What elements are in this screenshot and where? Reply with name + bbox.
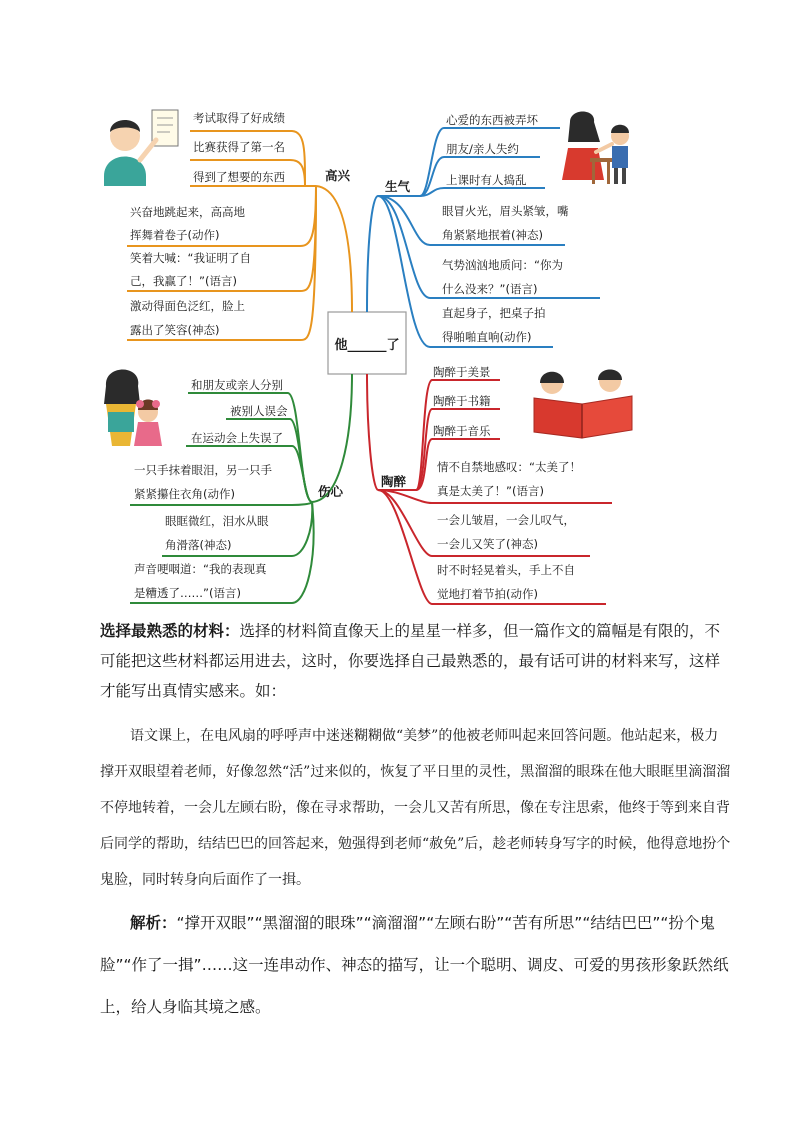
analysis-paragraph [100, 902, 732, 1028]
angry-reason-3: 上课时有人捣乱 [446, 173, 527, 187]
section-choose-material [100, 616, 732, 706]
angry-mother-illustration [562, 112, 629, 185]
label-happy: 高兴 [325, 168, 351, 183]
enchanted-detail-2a: 一会儿皱眉，一会儿叹气， [437, 513, 575, 527]
happy-detail-1b: 挥舞着卷子(动作) [130, 228, 220, 242]
happy-reason-3: 得到了想要的东西 [193, 170, 285, 184]
happy-detail-2b: 己，我赢了！”(语言) [130, 274, 237, 288]
section-heading: 选择最熟悉的材料： [100, 622, 240, 640]
sad-detail-2b: 角滑落(神态) [165, 538, 232, 552]
label-sad: 伤心 [318, 484, 344, 499]
angry-detail-3b: 得啪啪直响(动作) [442, 330, 532, 344]
happy-reason-1: 考试取得了好成绩 [193, 111, 285, 125]
angry-detail-2b: 什么没来？”(语言) [442, 282, 538, 296]
happy-reason-2: 比赛获得了第一名 [193, 140, 285, 154]
sad-detail-3a: 声音哽咽道：“我的表现真 [134, 562, 267, 576]
label-angry: 生气 [385, 179, 411, 194]
happy-detail-3a: 激动得面色泛红，脸上 [130, 299, 245, 313]
sad-detail-1a: 一只手抹着眼泪，另一只手 [134, 463, 272, 477]
enchanted-reason-2: 陶醉于书籍 [433, 394, 491, 408]
sad-reason-3: 在运动会上失误了 [191, 431, 283, 445]
analysis-text: “撑开双眼”“黑溜溜的眼珠”“滴溜溜”“左顾右盼”“苦有所思”“结结巴巴”“扮个鬼脸”“作了一揖”……这一连串动作、神态的描写，让一个聪明、调皮、可爱的男孩形象跃然纸上，给人身临其境之感。 [100, 914, 729, 1016]
happy-detail-1a: 兴奋地跳起来，高高地 [130, 205, 245, 219]
enchanted-detail-3a: 时不时轻晃着头，手上不自 [437, 563, 575, 577]
angry-detail-2a: 气势汹汹地质问：“你为 [442, 258, 563, 272]
comforting-mother-illustration [104, 370, 162, 447]
enchanted-detail-3b: 觉地打着节拍(动作) [437, 587, 538, 601]
happy-detail-3b: 露出了笑容(神态) [130, 323, 220, 337]
sad-detail-3b: 是糟透了……”(语言) [134, 586, 241, 600]
sad-reason-2: 被别人误会 [230, 404, 288, 418]
angry-reason-2: 朋友/亲人失约 [446, 142, 519, 156]
teacher-illustration [104, 110, 178, 186]
angry-detail-1a: 眼冒火光，眉头紧皱，嘴 [442, 204, 569, 218]
enchanted-detail-1b: 真是太美了！”(语言) [437, 484, 544, 498]
sad-detail-2a: 眼眶微红，泪水从眼 [165, 514, 269, 528]
center-label: 他______了 [334, 338, 400, 353]
sad-reason-1: 和朋友或亲人分别 [191, 378, 283, 392]
enchanted-reason-1: 陶醉于美景 [433, 365, 491, 379]
kids-reading-illustration [534, 370, 632, 439]
angry-detail-1b: 角紧紧地抿着(神态) [442, 228, 543, 242]
analysis-heading: 解析： [130, 914, 177, 932]
angry-detail-3a: 直起身子，把桌子拍 [442, 306, 546, 320]
example-paragraph: 语文课上，在电风扇的呼呼声中迷迷糊糊做“美梦”的他被老师叫起来回答问题。他站起来，极力撑开双眼望着老师，好像忽然“活”过来似的，恢复了平日里的灵性，黑溜溜的眼珠在他大眼眶里滴溜溜不停地转着，一会儿左顾右盼，像在寻求帮助，一会儿又苦有所思，像在专注思索，他终于等到来自背后同学的帮助，结结巴巴的回答起来，勉强得到老师“赦免”后，趁老师转身写字的时候，他得意地扮个鬼脸，同时转身向后面作了一揖。 [100, 728, 731, 888]
section-text: 选择的材料简直像天上的星星一样多，但一篇作文的篇幅是有限的，不可能把这些材料都运用进去，这时，你要选择自己最熟悉的，最有话可讲的材料来写，这样才能写出真情实感来。如： [100, 622, 721, 700]
label-enchanted: 陶醉 [381, 474, 407, 489]
sad-detail-1b: 紧紧攥住衣角(动作) [134, 487, 235, 501]
angry-reason-1: 心爱的东西被弄坏 [446, 113, 538, 127]
enchanted-reason-3: 陶醉于音乐 [433, 424, 491, 438]
enchanted-detail-2b: 一会儿又笑了(神态) [437, 537, 538, 551]
happy-detail-2a: 笑着大喊：“我证明了自 [130, 251, 251, 265]
enchanted-detail-1a: 情不自禁地感叹：“太美了！ [437, 460, 581, 474]
